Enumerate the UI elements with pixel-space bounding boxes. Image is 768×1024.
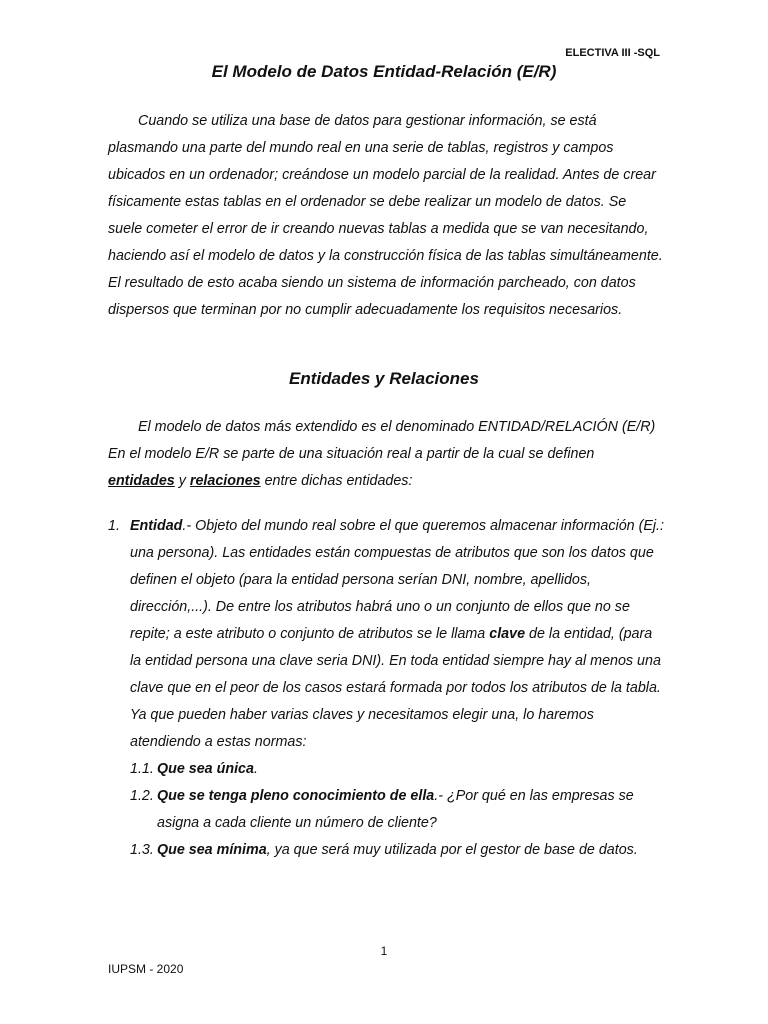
- list-item-text-2: de la entidad, (para la entidad persona una clave seria DNI). En toda entidad siempre hay al menos una clave que en el peor de los casos estará formada por todos los atributos de la tabla. Ya que pueden haber varias claves y necesitamos elegir una, lo haremos atendiendo a estas normas:: [130, 626, 661, 750]
- sub-item-bold: Que sea mínima: [157, 842, 267, 858]
- term-relaciones: relaciones: [189, 473, 261, 489]
- sub-item-number: 1.3.: [130, 842, 154, 858]
- section-text-3: entre dichas entidades:: [264, 473, 413, 489]
- list-item-number: 1.: [108, 518, 120, 534]
- page-title: El Modelo de Datos Entidad-Relación (E/R): [211, 62, 557, 81]
- list-item-body: [130, 513, 664, 756]
- footer-institution: IUPSM - 2020: [108, 962, 184, 976]
- sub-item-text: .: [253, 761, 258, 777]
- list-item-key-term: clave: [489, 626, 526, 642]
- section-text-1: El modelo de datos más extendido es el denominado ENTIDAD/RELACIÓN (E/R) En el modelo E/R se parte de una situación real a partir de la cual se definen: [108, 419, 656, 462]
- sub-list-item: [130, 783, 664, 837]
- sub-item-text: .- ¿Por qué en las empresas se asigna a cada cliente un número de cliente?: [157, 788, 634, 831]
- intro-paragraph: [108, 108, 664, 324]
- sub-list-item: [130, 837, 664, 864]
- sub-item-number: 1.1.: [130, 761, 154, 777]
- page-number: 1: [380, 944, 388, 958]
- list-item: [108, 513, 664, 864]
- section-text-2: y: [178, 473, 186, 489]
- definition-list: [108, 513, 664, 864]
- list-item-term: Entidad: [130, 518, 183, 534]
- sub-item-text: , ya que será muy utilizada por el gestor de base de datos.: [266, 842, 638, 858]
- sub-list-item: [130, 756, 664, 783]
- sub-item-number: 1.2.: [130, 788, 154, 804]
- section-paragraph: [108, 414, 664, 495]
- sub-item-bold: Que sea única: [157, 761, 254, 777]
- term-entidades: entidades: [108, 473, 175, 489]
- section-title: Entidades y Relaciones: [289, 369, 479, 388]
- sub-item-bold: Que se tenga pleno conocimiento de ella: [157, 788, 435, 804]
- list-item-text-1: .- Objeto del mundo real sobre el que queremos almacenar información (Ej.: una persona). Las entidades están compuestas de atributos que son los datos que definen el objeto (para la entidad persona serían DNI, nombre, apellidos, dirección,...). De entre los atributos habrá uno o un conjunto de ellos que no se repite; a este atributo o conjunto de atributos se le llama: [130, 518, 664, 642]
- intro-text: Cuando se utiliza una base de datos para gestionar información, se está plasmando una parte del mundo real en una serie de tablas, registros y campos ubicados en un ordenador; creándose un modelo parcial de la realidad. Antes de crear físicamente estas tablas en el ordenador se debe realizar un modelo de datos. Se suele cometer el error de ir creando nuevas tablas a medida que se van necesitando, haciendo así el modelo de datos y la construcción física de las tablas simultáneamente. El resultado de esto acaba siendo un sistema de información parcheado, con datos dispersos que terminan por no cumplir adecuadamente los requisitos necesarios.: [108, 113, 663, 318]
- header-course-label: ELECTIVA III -SQL: [565, 47, 660, 59]
